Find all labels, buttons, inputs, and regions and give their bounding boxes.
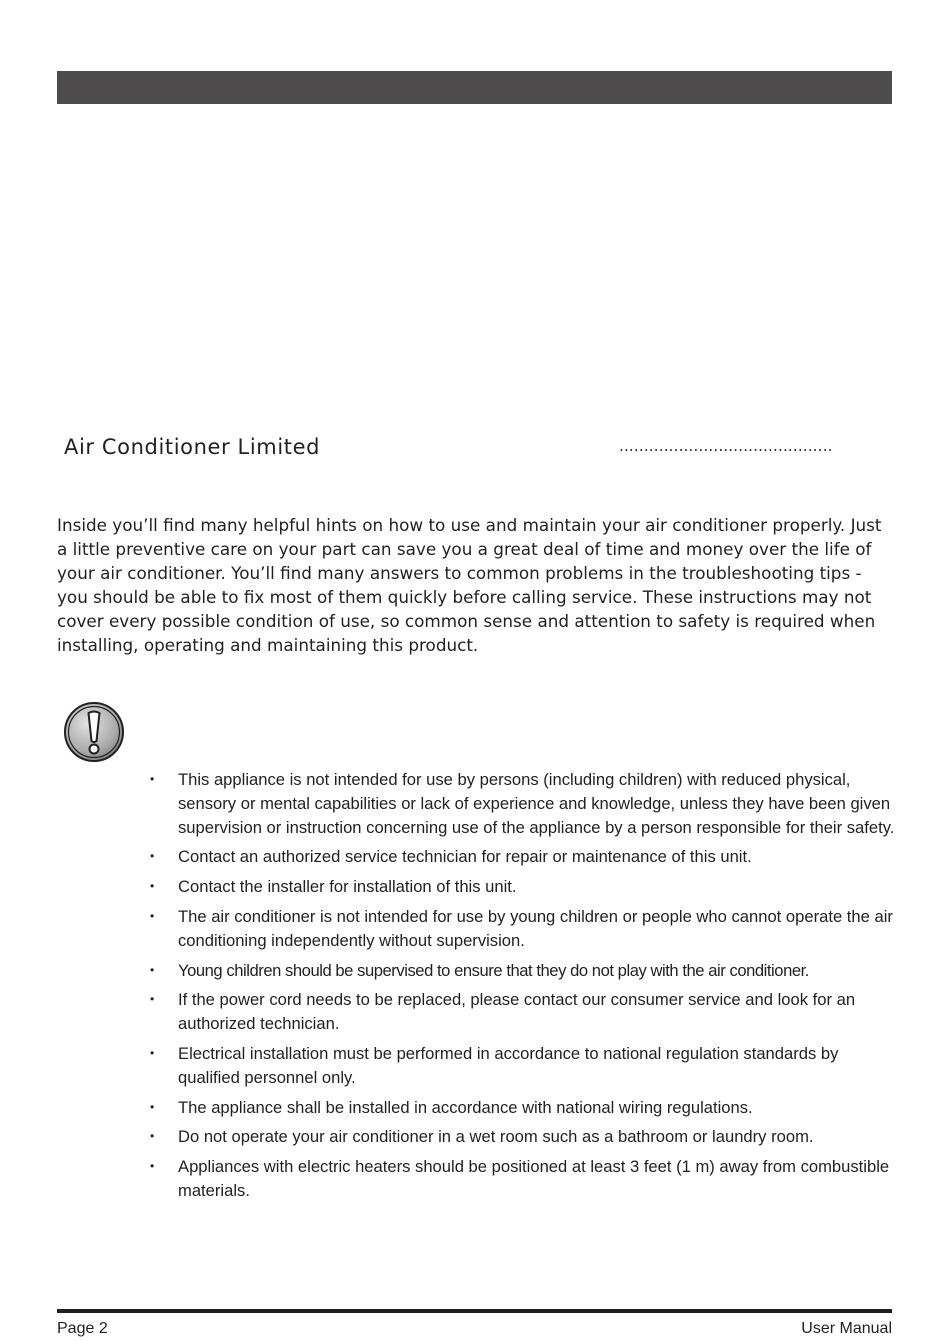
- header-bar: [57, 71, 892, 104]
- list-item-text: Electrical installation must be performed in accordance to national regulation standards by qualified personnel only.: [178, 1043, 839, 1087]
- list-item-text: Appliances with electric heaters should be positioned at least 3 feet (1 m) away from combustible materials.: [178, 1157, 890, 1200]
- list-item-text: This appliance is not intended for use by persons (including children) with reduced physical, sensory or mental capabilities or lack of experience and knowledge, unless they have been given supervision or instruction concerning use of the appliance by a person responsible for their safety.: [178, 770, 895, 837]
- bullet: •: [150, 772, 155, 786]
- footer-rule: [57, 1309, 892, 1313]
- page-number: Page 2: [57, 1320, 108, 1337]
- list-item: [145, 905, 895, 953]
- safety-warning-list: [145, 768, 895, 1209]
- list-item: [145, 959, 895, 983]
- exclamation-warning-icon: [63, 701, 125, 763]
- bullet: •: [150, 1099, 155, 1114]
- intro-paragraph: Inside you’ll find many helpful hints on how to use and maintain your air conditioner properly. Just a little preventive care on your part can save you a great deal of time and money over the life of your air conditioner. You’ll find many answers to common problems in the troubleshooting tips - you should be able to fix most of them quickly before calling service. These instructions may not cover every possible condition of use, so common sense and attention to safety is required when installing, operating and maintaining this product.: [57, 515, 882, 655]
- bullet: •: [150, 879, 155, 894]
- list-item-text: Contact an authorized service technician for repair or maintenance of this unit.: [178, 847, 752, 867]
- bullet: •: [150, 1159, 155, 1174]
- list-item-text: The appliance shall be installed in accordance with national wiring regulations.: [178, 1097, 753, 1117]
- list-item: [145, 1125, 895, 1149]
- list-item: [145, 875, 895, 899]
- list-item: [145, 1155, 895, 1203]
- list-item: [145, 1042, 895, 1090]
- list-item-text: Young children should be supervised to ensure that they do not play with the air conditioner.: [178, 960, 809, 980]
- list-item: [145, 768, 895, 839]
- list-item: [145, 988, 895, 1036]
- list-item-text: Do not operate your air conditioner in a wet room such as a bathroom or laundry room.: [178, 1127, 814, 1147]
- list-item: [145, 1096, 895, 1120]
- warranty-heading: [64, 435, 854, 461]
- bullet: •: [150, 1129, 155, 1144]
- bullet: •: [150, 992, 155, 1007]
- bullet: •: [150, 1045, 155, 1060]
- warranty-dotted-leader: ...........................................: [619, 437, 833, 455]
- warranty-title: Air Conditioner Limited: [64, 435, 321, 459]
- bullet: •: [150, 962, 154, 977]
- list-item-text: If the power cord needs to be replaced, please contact our consumer service and look for an authorized technician.: [178, 990, 856, 1034]
- bullet: •: [150, 849, 155, 864]
- list-item: [145, 845, 895, 869]
- manual-label: User Manual: [801, 1320, 892, 1337]
- bullet: •: [150, 908, 155, 923]
- list-item-text: The air conditioner is not intended for use by young children or people who cannot operate the air conditioning independently without supervision.: [178, 906, 893, 950]
- list-item-text: Contact the installer for installation of this unit.: [178, 877, 517, 897]
